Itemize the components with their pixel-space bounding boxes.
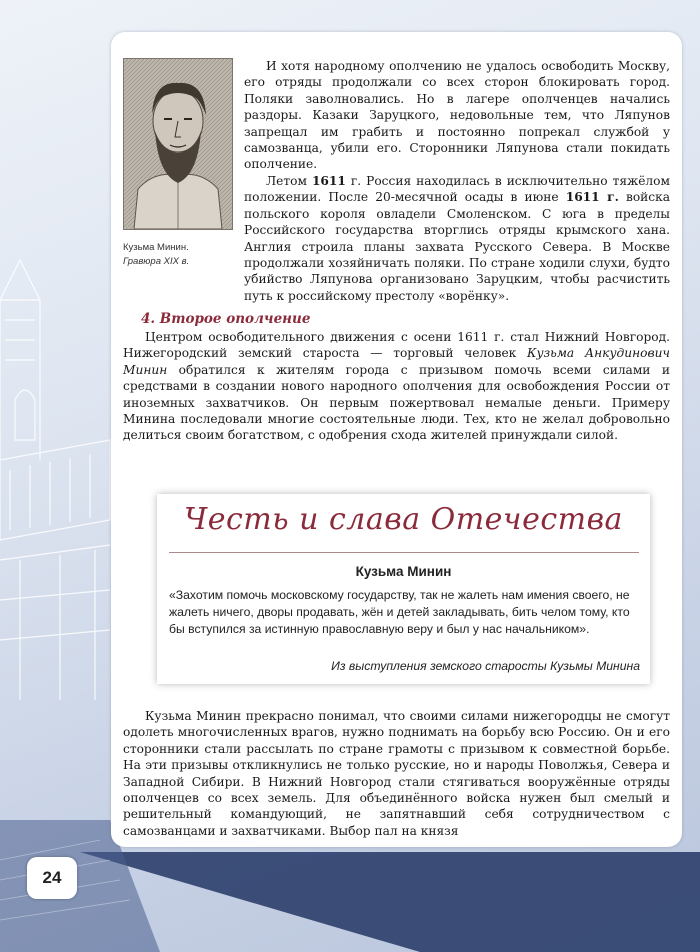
quote-box	[157, 494, 650, 684]
paragraph-2-part-b: г. Россия находилась в исключительно тяжёлом положении. После 20-месячной осады в июне	[244, 174, 670, 205]
quote-divider	[169, 552, 639, 553]
quote-box-title: Честь и слава Отечества	[184, 502, 623, 537]
page-number: 24	[27, 857, 77, 899]
text-page	[111, 32, 682, 847]
year-1611: 1611	[311, 174, 346, 188]
quote-text: «Захотим помочь московскому государству, так не жалеть нам имения своего, не жалеть ничего, дворы продавать, жён и детей закладывать, бить челом тому, кто бы вступился за истинную православную веру и был у нас начальником».	[169, 588, 630, 636]
paragraph-3-part-b: обратился к жителям города с призывом помочь всеми силами и средствами в создании нового народного ополчения для освобождения России от иноземных захватчиков. Он первым пожертвовал немалые деньги. Примеру Минина последовали многие состоятельные люди. Тех, кто не желал добровольно делиться своим богатством, с одобрения схода жителей принуждали силой.	[123, 362, 670, 443]
paragraph-2-part-c: войска польского короля овладели Смоленском. С юга в пределы Российского государства вторглись отряды крымского хана. Англия строила планы захвата Русского Севера. В Москве продолжали хозяйничать поляки. По стране ходили слухи, будто убийство Ляпунова организовано Заруцким, чтобы расчистить путь к российскому престолу «ворёнку».	[244, 190, 670, 303]
portrait-caption-source: Гравюра XIX в.	[123, 256, 190, 267]
paragraph-1: И хотя народному ополчению не удалось освободить Москву, его отряды продолжали со всех сторон блокировать город. Поляки заволновались. Но в лагере ополченцев начались раздоры. Казаки Заруцкого, недовольные тем, что Ляпунов запрещал им грабить и постоянно попрекал службой у самозванца, убили его. Сторонники Ляпунова стали покидать ополчение.	[244, 59, 670, 172]
paragraph-4: Кузьма Минин прекрасно понимал, что своими силами нижегородцы не смогут одолеть многочисленных врагов, нужно поднимать на борьбу всю Россию. Он и его сторонники стали рассылать по стране грамоты с призывом к совместной борьбе. На эти призывы откликнулись не только русские, но и народы Поволжья, Севера и Западной Сибири. В Нижний Новгород стали стягиваться вооружённые отряды ополченцев со всех земель. Для объединённого войска нужен был смелый и решительный командующий, не запятнавший себя сотрудничеством с самозванцами и захватчиками. Выбор пал на князя	[123, 709, 670, 838]
paragraph-2-part-a: Летом	[266, 174, 312, 188]
section-heading: 4. Второе ополчение	[141, 311, 311, 327]
portrait-caption-name: Кузьма Минин.	[123, 242, 189, 253]
paragraph-2	[244, 173, 670, 304]
paragraph-3	[123, 329, 670, 444]
quote-author: Кузьма Минин	[355, 564, 452, 579]
portrait-image	[123, 58, 233, 230]
year-1611-date: 1611 г.	[565, 190, 619, 205]
quote-source: Из выступления земского старосты Кузьмы Минина	[331, 659, 640, 673]
minin-full-name: Кузьма Анкудинович Минин	[123, 346, 670, 377]
paragraph-3-part-a: Центром освободительного движения с осени 1611 г. стал Нижний Новгород. Нижегородский земский староста — торговый человек	[123, 330, 670, 361]
minin-portrait-illustration	[124, 59, 232, 229]
